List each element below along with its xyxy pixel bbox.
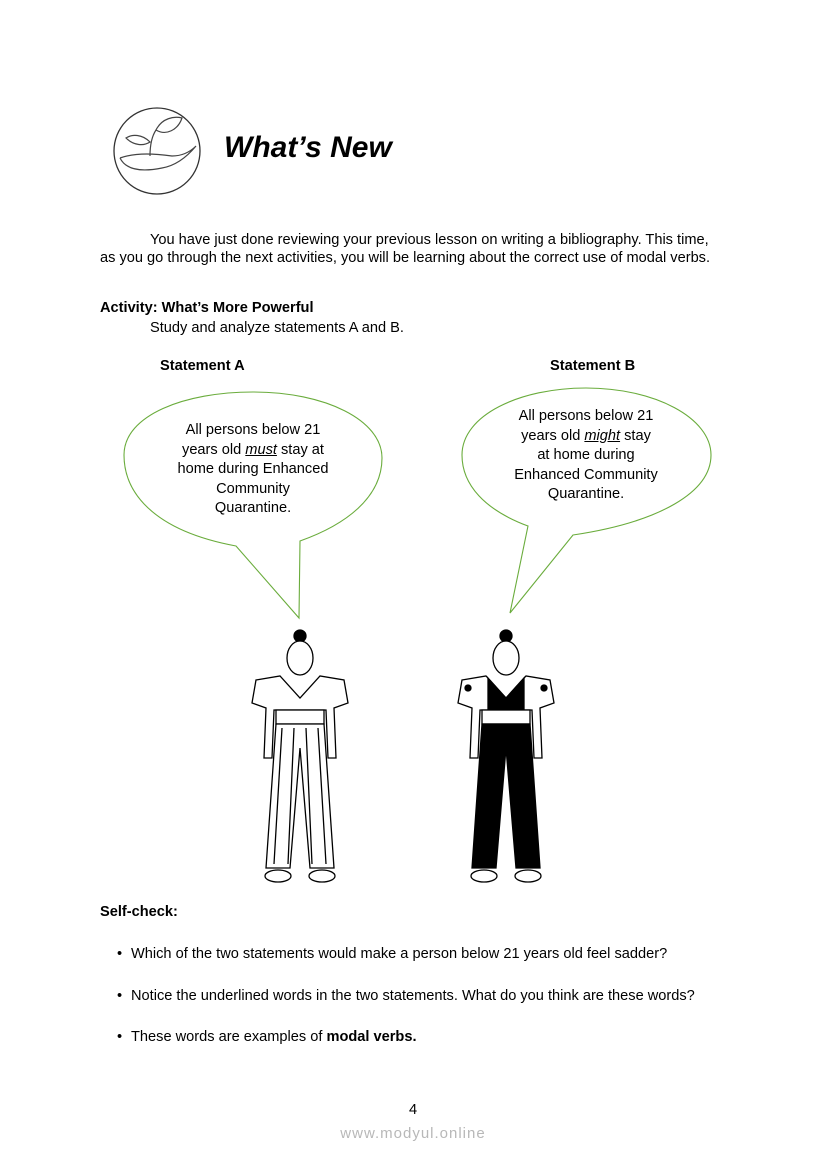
selfcheck-heading: Self-check: bbox=[100, 904, 178, 920]
samurai-figure-white bbox=[248, 628, 352, 890]
speech-bubbles bbox=[0, 380, 826, 630]
statement-b-label: Statement B bbox=[550, 358, 636, 374]
bullet-icon: • bbox=[117, 946, 123, 962]
bullet-icon: • bbox=[117, 1029, 123, 1045]
activity-heading: Activity: What’s More Powerful bbox=[100, 300, 314, 316]
activity-instruction: Study and analyze statements A and B. bbox=[150, 320, 404, 336]
hand-with-seedling-icon bbox=[112, 106, 202, 196]
modal-verb-must: must bbox=[245, 441, 277, 458]
statement-a-label: Statement A bbox=[160, 358, 245, 374]
page-number: 4 bbox=[409, 1102, 418, 1118]
watermark: www.modyul.online bbox=[340, 1125, 486, 1142]
page-title: What’s New bbox=[224, 131, 392, 164]
statement-b-text: All persons below 21 years old might stay at home during Enhanced Community Quarantine. bbox=[514, 408, 658, 502]
intro-line-2: as you go through the next activities, you will be learning about the correct use of modal verbs. bbox=[100, 250, 711, 266]
modal-verb-might: might bbox=[584, 427, 621, 444]
statement-a-text: All persons below 21 years old must stay at home during Enhanced Community Quarantine. bbox=[177, 422, 329, 516]
samurai-figure-black bbox=[454, 628, 558, 890]
intro-line-1: You have just done reviewing your previous lesson on writing a bibliography. This time, bbox=[150, 232, 709, 248]
bullet-icon: • bbox=[117, 988, 123, 1004]
